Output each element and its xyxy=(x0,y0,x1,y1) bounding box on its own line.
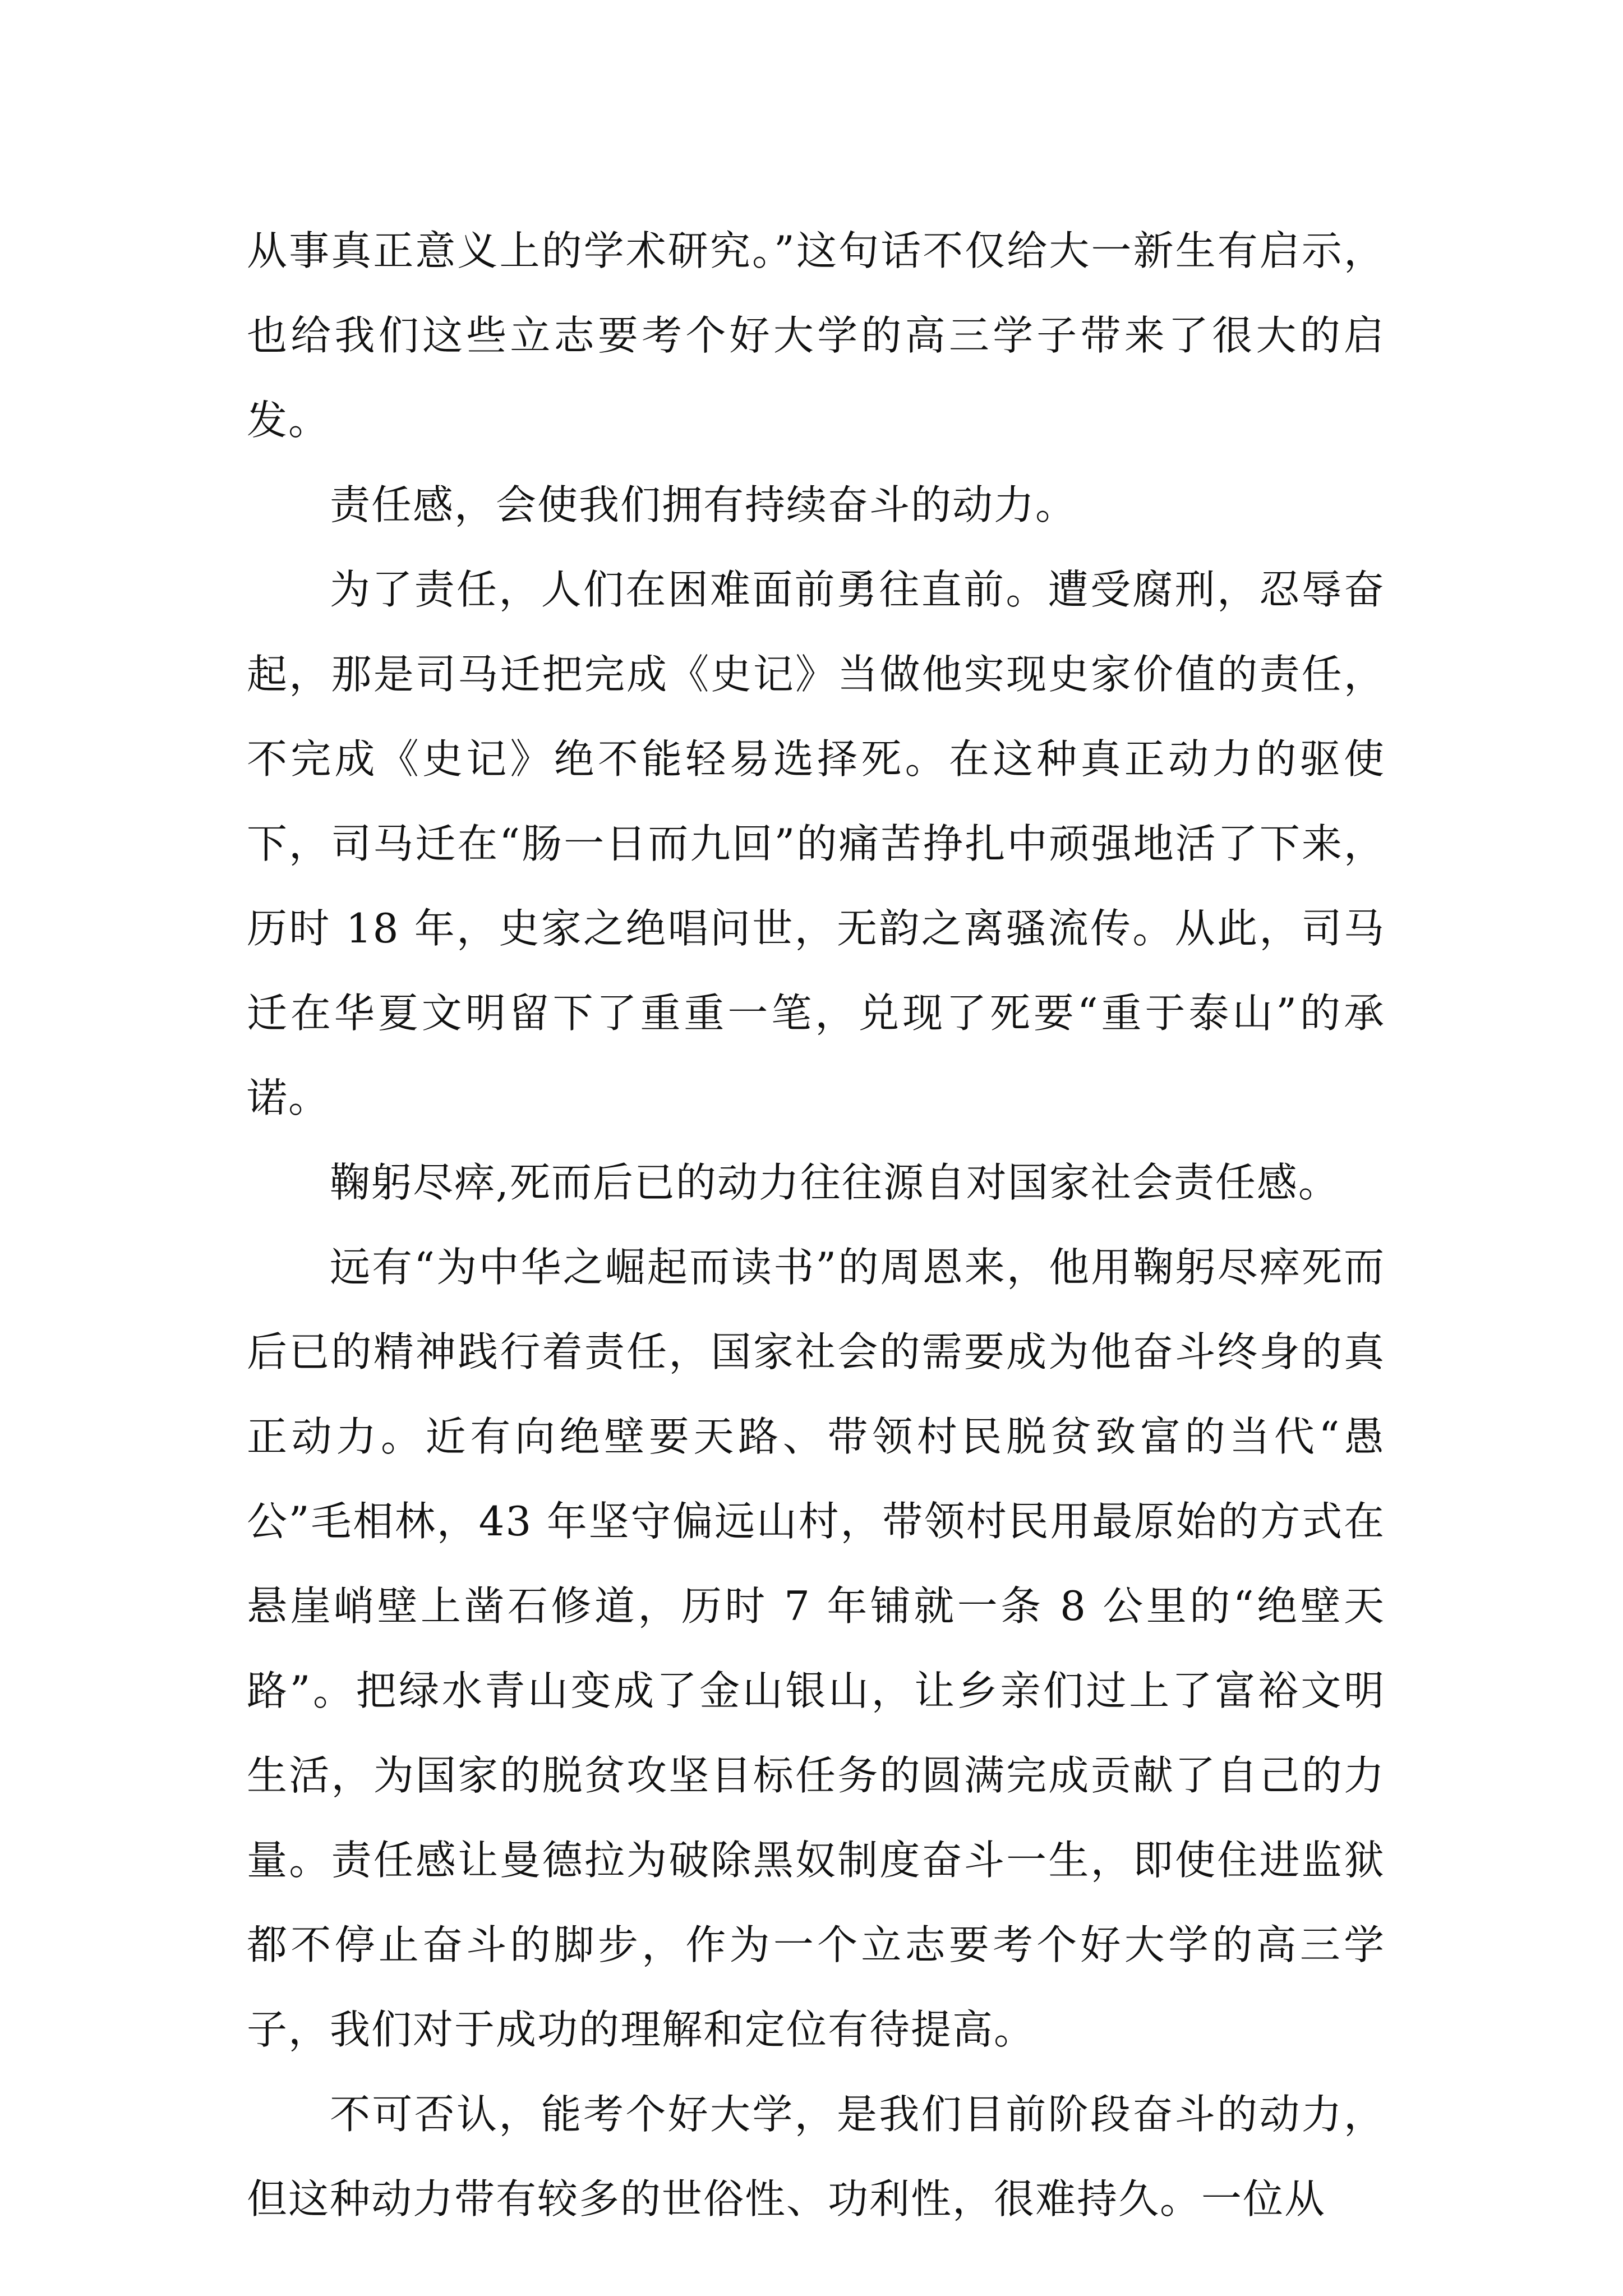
paragraph-3: 为了责任，人们在困难面前勇往直前。遭受腐刑，忍辱奋起，那是司马迁把完成《史记》当做他实现史家价值的责任，不完成《史记》绝不能轻易选择死。在这种真正动力的驱使下，司马迁在“肠一日而九回”的痛苦挣扎中顽强地活了下来，历时 18 年，史家之绝唱问世，无韵之离骚流传。从此，司马迁在华夏文明留下了重重一笔，兑现了死要“重于泰山”的承诺。 xyxy=(247,566,1385,1121)
paragraph-6: 不可否认，能考个好大学，是我们目前阶段奋斗的动力，但这种动力带有较多的世俗性、功利性，很难持久。一位从 xyxy=(247,2091,1385,2223)
paragraph-2: 责任感，会使我们拥有持续奋斗的动力。 xyxy=(330,481,1077,528)
paragraph-1: 从事真正意义上的学术研究。”这句话不仅给大一新生有启示，也给我们这些立志要考个好大学的高三学子带来了很大的启发。 xyxy=(247,227,1385,444)
essay-body xyxy=(247,209,1385,2242)
paragraph-4: 鞠躬尽瘁,死而后已的动力往往源自对国家社会责任感。 xyxy=(330,1159,1340,1206)
paragraph-5: 远有“为中华之崛起而读书”的周恩来，他用鞠躬尽瘁死而后已的精神践行着责任，国家社会的需要成为他奋斗终身的真正动力。近有向绝壁要天路、带领村民脱贫致富的当代“愚公”毛相林，43 年坚守偏远山村，带领村民用最原始的方式在悬崖峭壁上凿石修道，历时 7 年铺就一条 8 公里的“绝壁天路”。把绿水青山变成了金山银山，让乡亲们过上了富裕文明生活，为国家的脱贫攻坚目标任务的圆满完成贡献了自己的力量。责任感让曼德拉为破除黑奴制度奋斗一生，即使住进监狱都不停止奋斗的脚步，作为一个立志要考个好大学的高三学子，我们对于成功的理解和定位有待提高。 xyxy=(247,1244,1385,2053)
